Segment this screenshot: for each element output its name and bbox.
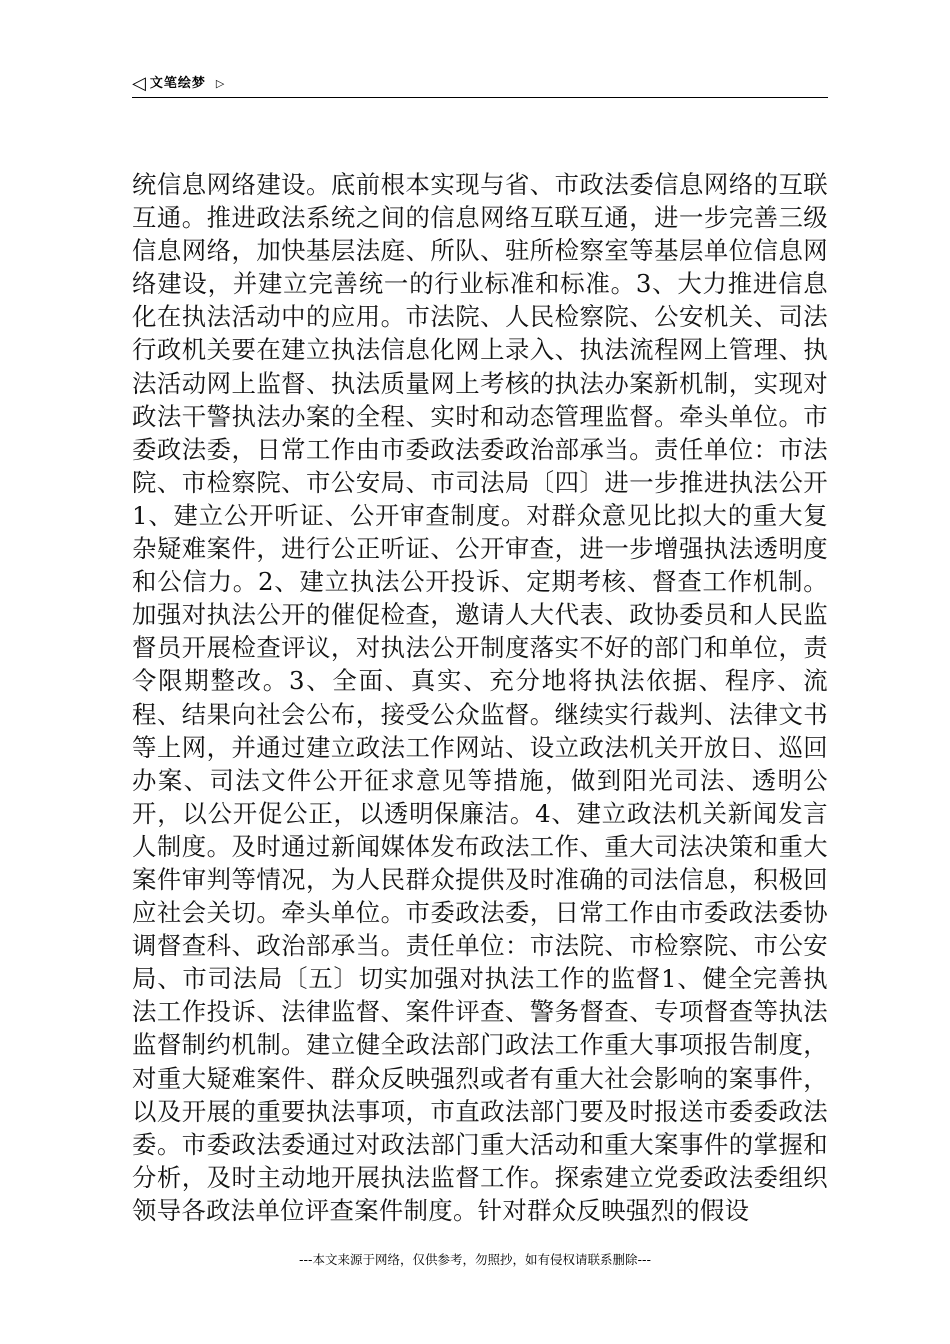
header-brand: 文笔绘梦 (149, 76, 206, 91)
page-footer: ---本文来源于网络，仅供参考，勿照抄，如有侵权请联系删除--- (298, 1252, 652, 1267)
header-divider (132, 97, 828, 98)
body-paragraph: 统信息网络建设。底前根本实现与省、市政法委信息网络的互联互通。推进政法系统之间的信息网络互联互通，进一步完善三级信息网络，加快基层法庭、所队、驻所检察室等基层单位信息网络建设，并建立完善统一的行业标准和标准。3、大力推进信息化在执法活动中的应用。市法院、人民检察院、公安机关、司法行政机关要在建立执法信息化网上录入、执法流程网上管理、执法活动网上监督、执法质量网上考核的执法办案新机制，实现对政法干警执法办案的全程、实时和动态管理监督。牵头单位。市委政法委，日常工作由市委政法委政治部承当。责任单位：市法院、市检察院、市公安局、市司法局〔四〕进一步推进执法公开1、建立公开听证、公开审查制度。对群众意见比拟大的重大复杂疑难案件，进行公正听证、公开审查，进一步增强执法透明度和公信力。2、建立执法公开投诉、定期考核、督查工作机制。加强对执法公开的催促检查，邀请人大代表、政协委员和人民监督员开展检查评议，对执法公开制度落实不好的部门和单位，责令限期整改。3、全面、真实、充分地将执法依据、程序、流程、结果向社会公布，接受公众监督。继续实行裁判、法律文书等上网，并通过建立政法工作网站、设立政法机关开放日、巡回办案、司法文件公开征求意见等措施，做到阳光司法、透明公开，以公开促公正，以透明保廉洁。4、建立政法机关新闻发言人制度。及时通过新闻媒体发布政法工作、重大司法决策和重大案件审判等情况，为人民群众提供及时准确的司法信息，积极回应社会关切。牵头单位。市委政法委，日常工作由市委政法委协调督查科、政治部承当。责任单位：市法院、市检察院、市公安局、市司法局〔五〕切实加强对执法工作的监督1、健全完善执法工作投诉、法律监督、案件评查、警务督查、专项督查等执法监督制约机制。建立健全政法部门政法工作重大事项报告制度，对重大疑难案件、群众反映强烈或者有重大社会影响的案事件，以及开展的重要执法事项，市直政法部门要及时报送市委委政法委。市委政法委通过对政法部门重大活动和重大案事件的掌握和分析，及时主动地开展执法监督工作。探索建立党委政法委组织领导各政法单位评查案件制度。针对群众反映强烈的假设 (132, 170, 828, 1225)
page-header (132, 72, 224, 96)
right-triangle-icon: ▷ (215, 77, 225, 90)
left-triangle-icon: ◁ (132, 73, 146, 94)
